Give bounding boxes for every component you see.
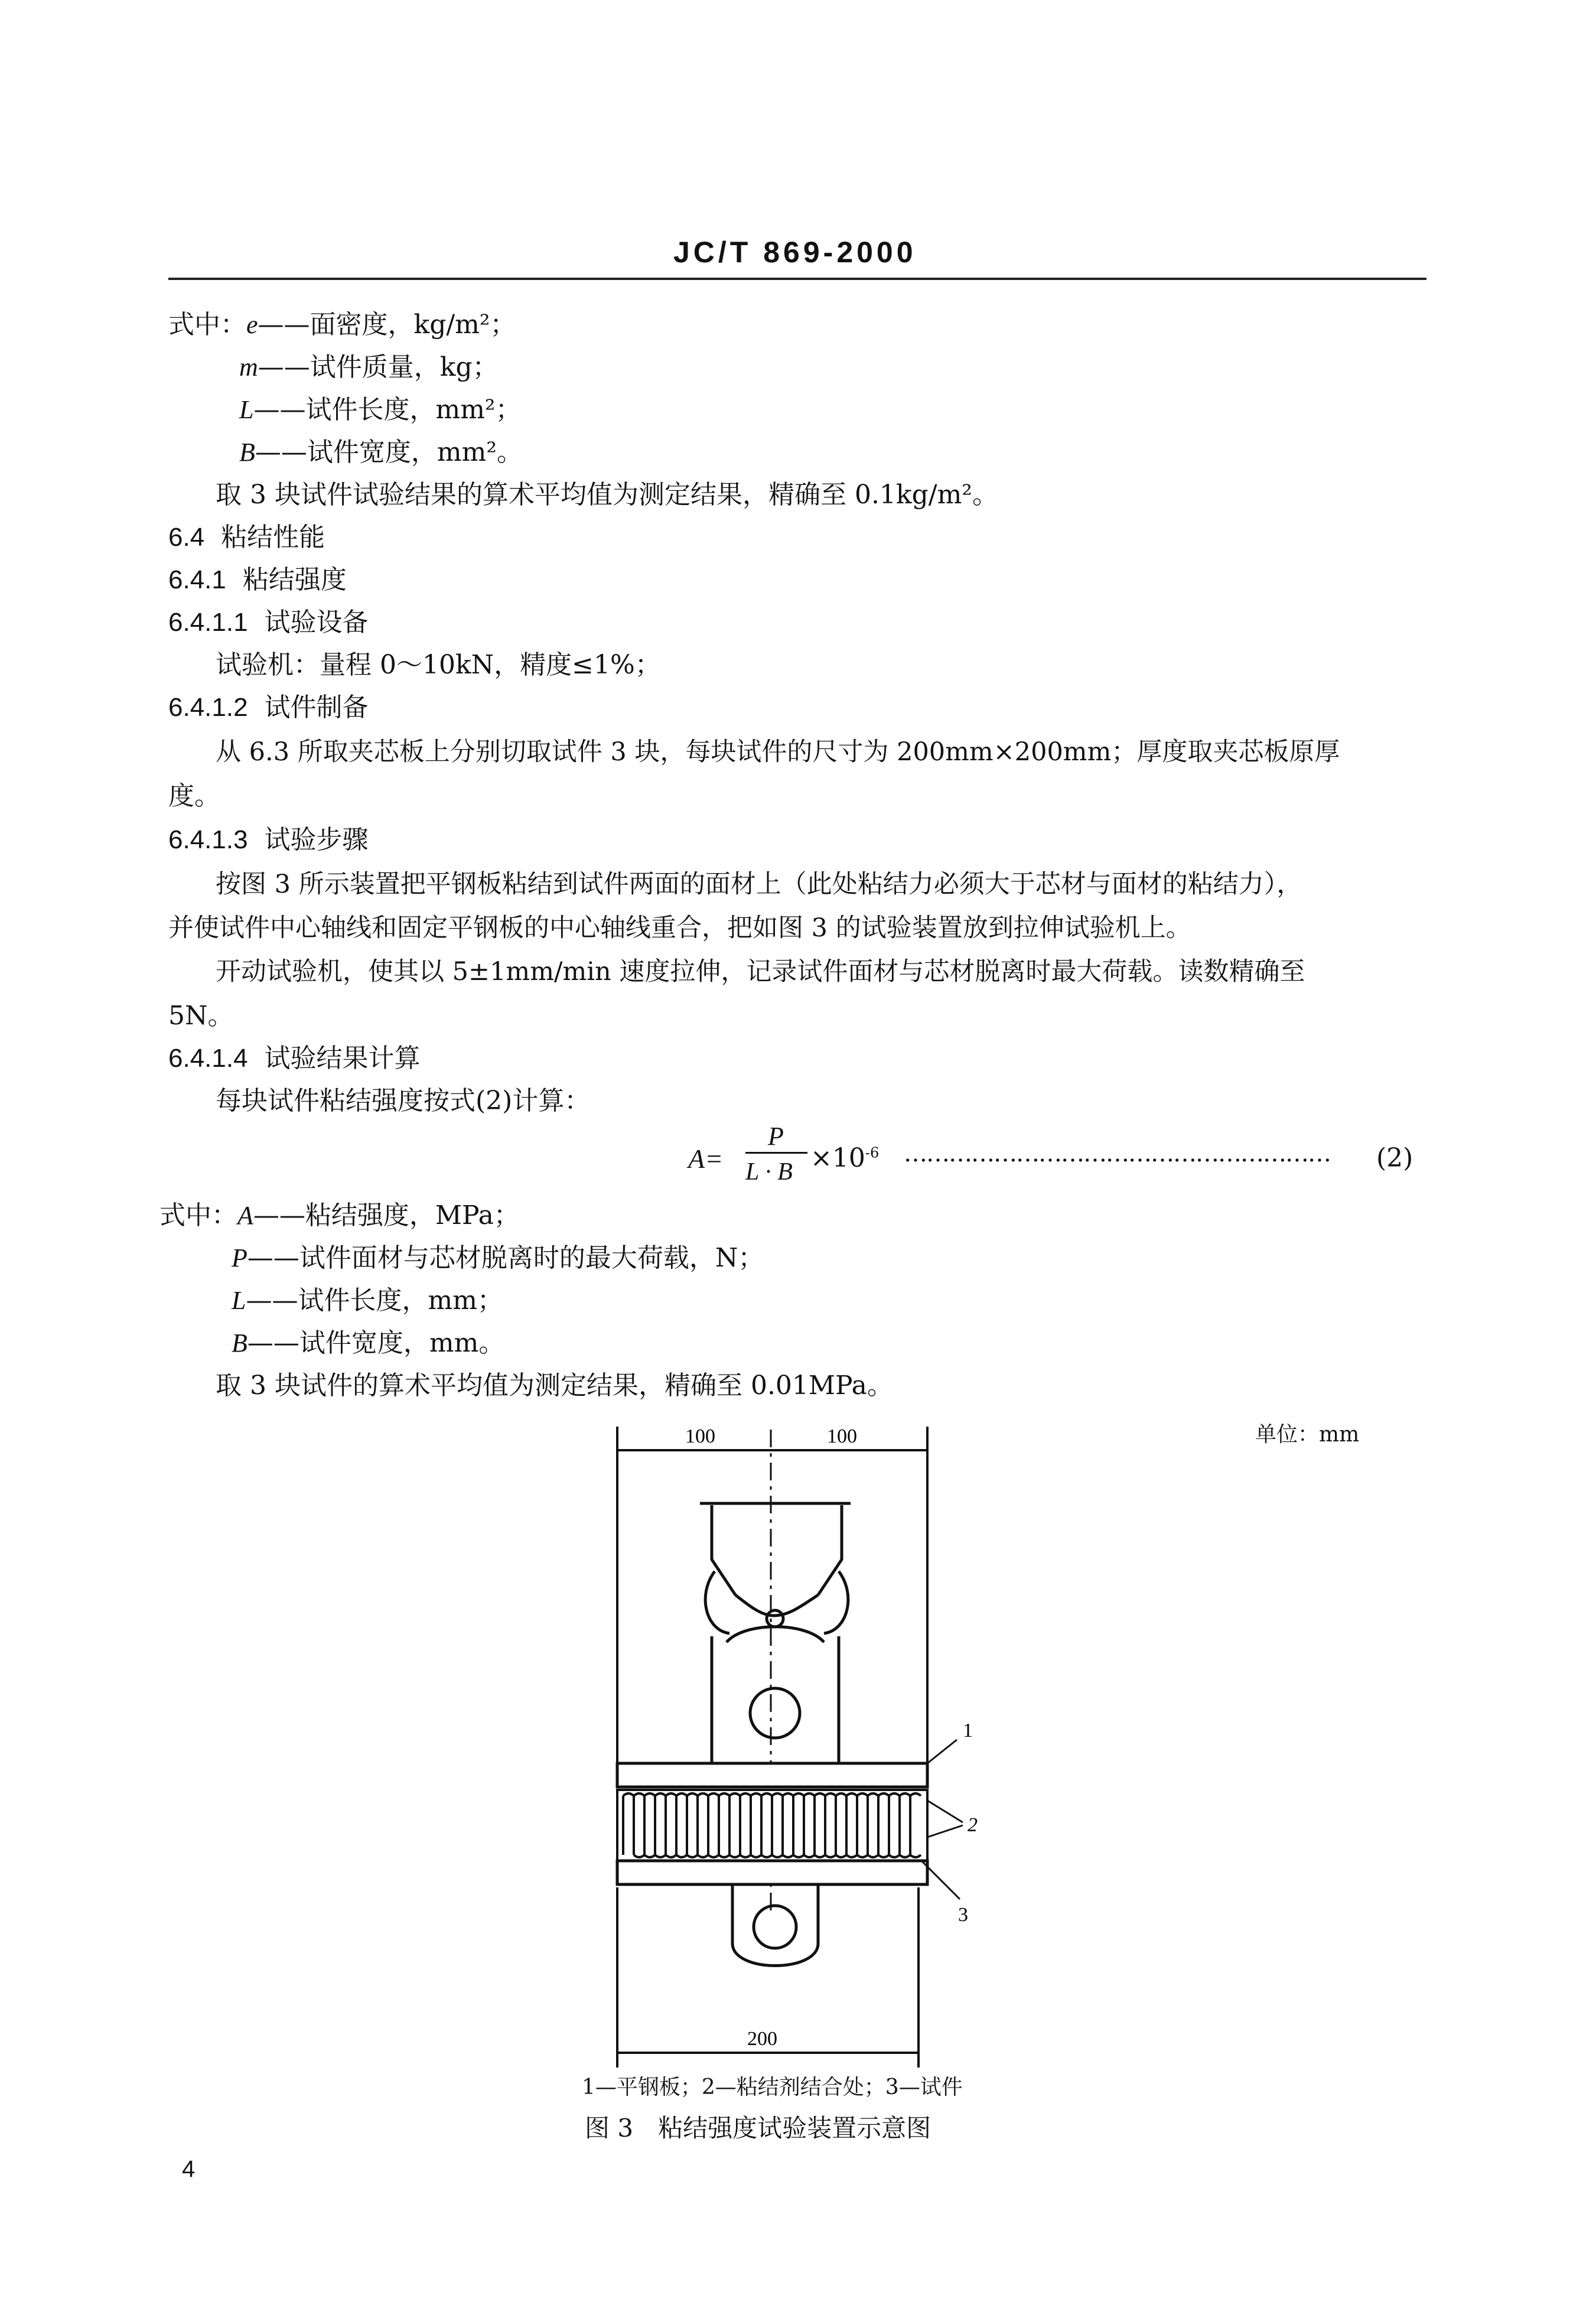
upper-grip (700, 1503, 851, 1763)
var-dash: —— (247, 1328, 299, 1358)
section-number: 6.4 (168, 523, 205, 552)
section-title: 试验结果计算 (264, 1043, 421, 1073)
var-prefix: 式中： (159, 1200, 237, 1230)
fraction-bar (745, 1152, 807, 1154)
dim-right-label: 100 (827, 1425, 857, 1447)
var-dash: —— (255, 437, 307, 467)
callout-1: 1 (963, 1720, 973, 1741)
var-symbol: e (246, 310, 258, 339)
section-title: 粘结强度 (242, 565, 347, 595)
var-symbol: B (239, 438, 255, 467)
var-dash: —— (253, 1200, 305, 1230)
var-dash: —— (246, 1285, 298, 1316)
bottom-steel-plate (617, 1861, 927, 1884)
lower-grip (732, 1884, 818, 1966)
var-dash: —— (247, 1243, 299, 1273)
section-heading-6-4-1 (168, 567, 347, 593)
var-prefix: 式中： (168, 310, 246, 340)
var-symbol: B (232, 1329, 247, 1357)
section-title: 试验步骤 (264, 825, 369, 855)
dim-bottom-label: 200 (747, 2028, 777, 2050)
formula-lhs: A= (688, 1144, 724, 1174)
callout-2: 2 (968, 1814, 978, 1836)
var-desc: 试件宽度，mm²。 (307, 437, 523, 467)
prep-paragraph-line: 度。 (168, 781, 220, 811)
section-number: 6.4.1.2 (168, 693, 248, 722)
eq1-var-row (239, 397, 522, 423)
var-desc: 试件面材与芯材脱离时的最大荷载，N； (299, 1243, 764, 1273)
eq2-var-row (232, 1330, 504, 1356)
section-heading-6-4 (168, 522, 325, 552)
var-symbol: A (237, 1201, 253, 1230)
figure-caption: 图 3 粘结强度试验装置示意图 (585, 2114, 931, 2143)
formula-numerator: P (768, 1122, 784, 1151)
var-symbol: L (239, 395, 254, 424)
eq2-var-row (159, 1200, 520, 1230)
var-desc: 试件质量，kg； (310, 352, 499, 382)
figure-legend: 1—平钢板；2—粘结剂结合处；3—试件 (582, 2075, 963, 2099)
var-desc: 试件长度，mm； (298, 1285, 503, 1316)
formula-denominator: L · B (745, 1158, 793, 1186)
section-number: 6.4.1.4 (168, 1044, 248, 1073)
dim-left-label: 100 (685, 1425, 715, 1447)
eq1-var-row (239, 354, 499, 380)
var-symbol: P (232, 1243, 247, 1272)
top-steel-plate (617, 1763, 927, 1787)
section-heading-6-4-1-2 (168, 692, 369, 722)
eq2-var-row (232, 1245, 764, 1271)
var-desc: 面密度，kg/m²； (310, 310, 516, 340)
step-paragraph-line: 并使试件中心轴线和固定平钢板的中心轴线重合，把如图 3 的试验装置放到拉伸试验机上。 (168, 913, 1191, 943)
var-symbol: L (232, 1286, 246, 1315)
section-title: 试验设备 (264, 607, 369, 637)
step-paragraph-line: 5N。 (168, 1001, 234, 1031)
calc-paragraph: 每块试件粘结强度按式(2)计算： (216, 1086, 591, 1116)
factor-base: ×10 (810, 1143, 865, 1173)
var-desc: 粘结强度，MPa； (305, 1200, 520, 1230)
formula-number: (2) (1376, 1143, 1413, 1173)
figure-3-diagram (579, 1406, 1028, 2068)
unit-label: 单位：mm (1255, 1422, 1360, 1447)
factor-exponent: -6 (865, 1144, 880, 1161)
eq2-var-row (232, 1285, 503, 1316)
var-dash: —— (258, 310, 310, 340)
step-paragraph-line: 按图 3 所示装置把平钢板粘结到试件两面的面材上（此处粘结力必须大于芯材与面材的粘结力）， (216, 870, 1302, 899)
page-number: 4 (182, 2156, 196, 2182)
var-dash: —— (253, 395, 306, 425)
formula-factor (810, 1143, 879, 1173)
section-heading-6-4-1-1 (168, 607, 369, 637)
eq1-var-row (168, 312, 516, 338)
doc-code: JC/T 869-2000 (673, 236, 917, 269)
prep-paragraph-line: 从 6.3 所取夹芯板上分别切取试件 3 块，每块试件的尺寸为 200mm×200mm；厚度取夹芯板原厚 (216, 737, 1340, 767)
step-paragraph-line: 开动试验机，使其以 5±1mm/min 速度拉伸，记录试件面材与芯材脱离时最大荷载。读数精确至 (216, 957, 1305, 987)
section-heading-6-4-1-3 (168, 827, 369, 853)
var-dash: —— (258, 352, 310, 382)
callout-3: 3 (958, 1904, 968, 1926)
section-number: 6.4.1.3 (168, 825, 248, 854)
var-desc: 试件宽度，mm。 (299, 1328, 505, 1358)
formula-leader-dots: ………………………………………………… (904, 1140, 1330, 1167)
equipment-paragraph: 试验机：量程 0～10kN，精度≤1%； (216, 650, 661, 680)
var-desc: 试件长度，mm²； (305, 395, 522, 425)
section-heading-6-4-1-4 (168, 1043, 421, 1073)
result-paragraph-2: 取 3 块试件的算术平均值为测定结果，精确至 0.01MPa。 (216, 1370, 893, 1401)
result-paragraph-1: 取 3 块试件试验结果的算术平均值为测定结果，精确至 0.1kg/m²。 (216, 480, 998, 510)
header-rule (168, 278, 1426, 280)
section-number: 6.4.1 (168, 565, 226, 594)
section-title: 试件制备 (264, 692, 369, 722)
section-number: 6.4.1.1 (168, 608, 248, 637)
var-symbol: m (239, 353, 258, 382)
eq1-var-row (239, 439, 523, 465)
section-title: 粘结性能 (221, 522, 325, 552)
